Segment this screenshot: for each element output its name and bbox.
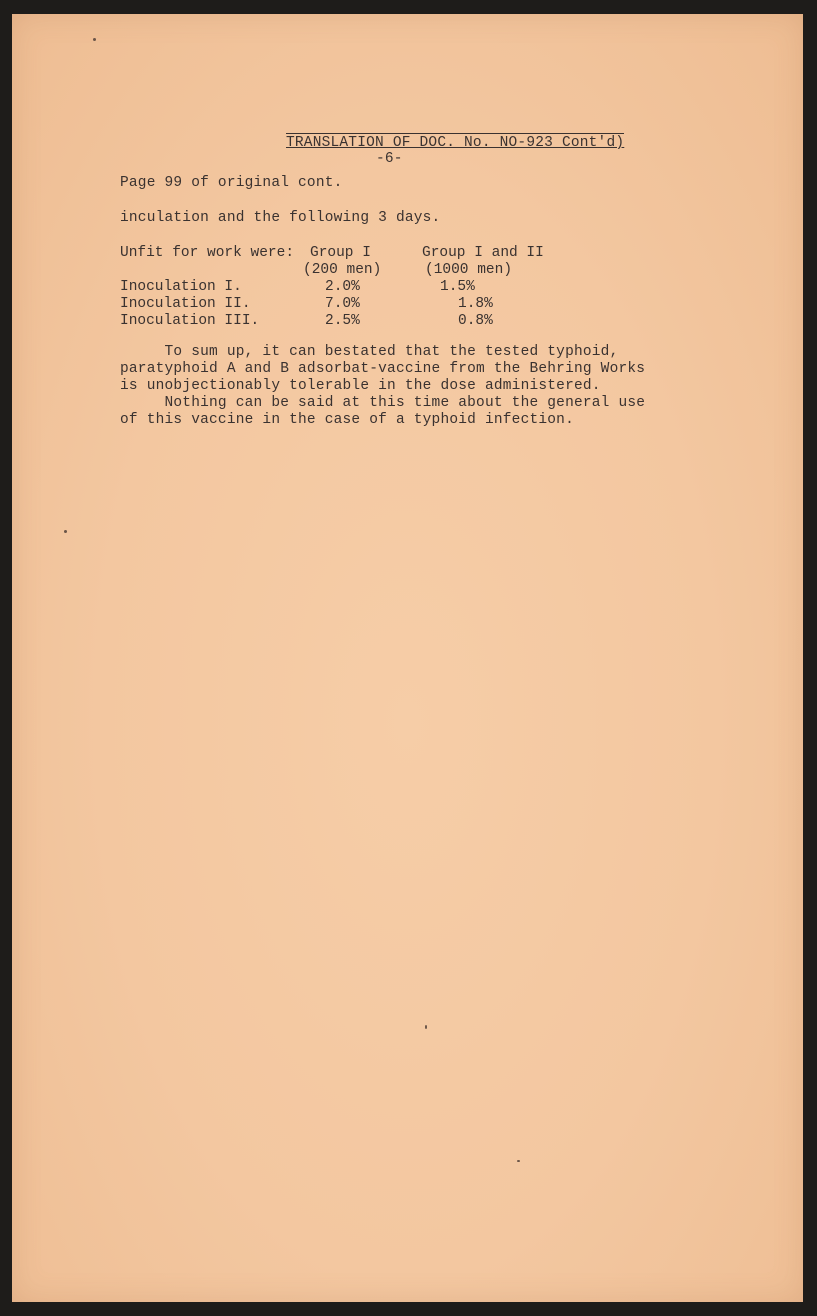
- summary-line: To sum up, it can bestated that the tested typhoid,: [120, 344, 619, 360]
- table-row: [120, 296, 620, 313]
- group1-value: 2.0%: [325, 279, 360, 295]
- summary-line: Nothing can be said at this time about the general use: [120, 395, 646, 411]
- table-row: [120, 279, 620, 296]
- row-label: Inoculation III.: [120, 313, 260, 329]
- paper-speck: [93, 38, 96, 41]
- document-header: TRANSLATION OF DOC. No. NO-923 Cont'd): [286, 135, 625, 151]
- table-row: [120, 313, 620, 330]
- paper-speck: [425, 1025, 427, 1029]
- col1-header: Group I: [310, 245, 371, 261]
- page-number: -6-: [376, 151, 403, 167]
- continuation-note: Page 99 of original cont.: [120, 175, 343, 191]
- intro-line: inculation and the following 3 days.: [120, 210, 441, 226]
- paper-speck: [517, 1160, 520, 1162]
- row-label: Inoculation I.: [120, 279, 242, 295]
- summary-line: is unobjectionably tolerable in the dose administered.: [120, 378, 601, 394]
- summary-line: paratyphoid A and B adsorbat-vaccine from the Behring Works: [120, 361, 646, 377]
- group12-value: 1.5%: [440, 279, 475, 295]
- group1-value: 2.5%: [325, 313, 360, 329]
- document-page: [12, 14, 803, 1302]
- col1-subheader: (200 men): [303, 262, 382, 278]
- row-label-header: Unfit for work were:: [120, 245, 295, 261]
- row-label: Inoculation II.: [120, 296, 251, 312]
- group12-value: 1.8%: [458, 296, 493, 312]
- table-subheader-row: [120, 262, 620, 279]
- col2-header: Group I and II: [422, 245, 544, 261]
- col2-subheader: (1000 men): [425, 262, 513, 278]
- paper-speck: [64, 530, 67, 533]
- group12-value: 0.8%: [458, 313, 493, 329]
- table-header-row: [120, 245, 620, 262]
- group1-value: 7.0%: [325, 296, 360, 312]
- summary-line: of this vaccine in the case of a typhoid infection.: [120, 412, 574, 428]
